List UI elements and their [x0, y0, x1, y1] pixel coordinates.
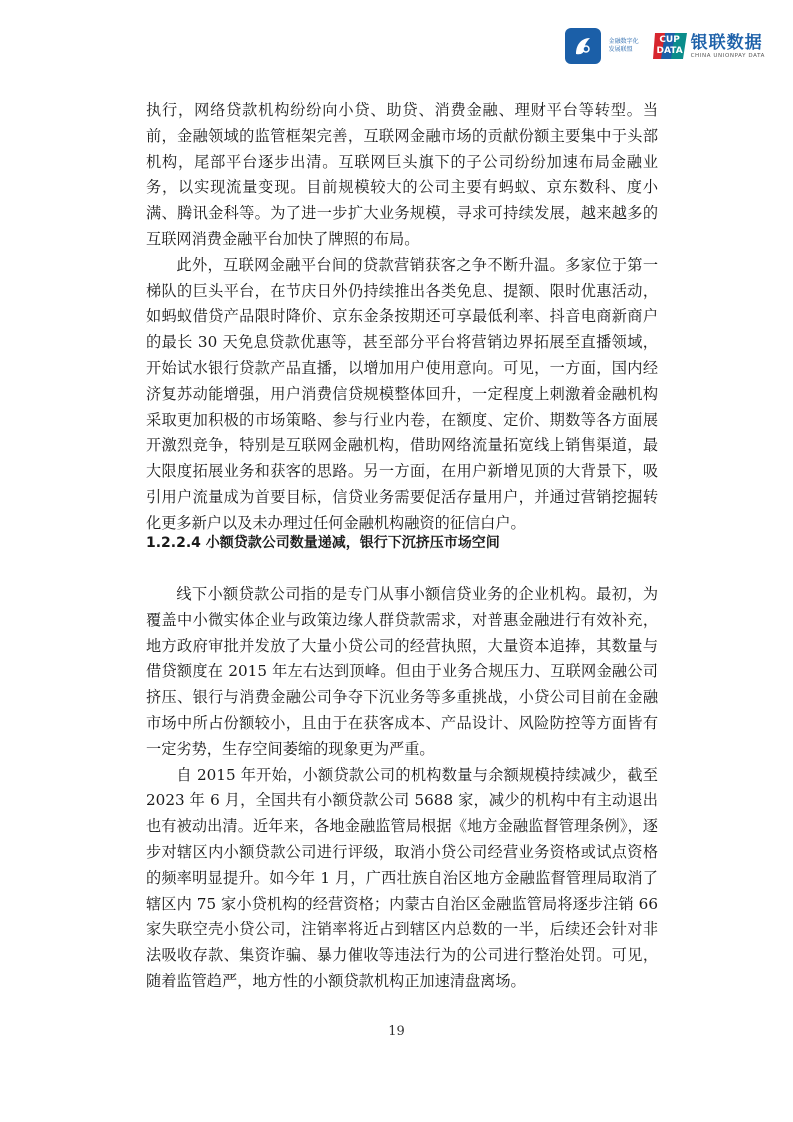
alliance-text-line-1: 金融数字化	[608, 38, 639, 45]
alliance-logo-text	[609, 38, 645, 54]
brand-name-cn: 银联数据	[690, 32, 763, 53]
alliance-logo-icon	[565, 28, 601, 64]
cup-data-icon	[653, 31, 687, 61]
body-top	[146, 98, 658, 537]
alliance-text-line-2: 发展联盟	[608, 46, 633, 53]
paragraph: 线下小额贷款公司指的是专门从事小额信贷业务的企业机构。最初，为覆盖中小微实体企业与政策边缘人群贷款需求，对普惠金融进行有效补充，地方政府审批并发放了大量小贷公司的经营执照，大量资本追捧，其数量与借贷额度在 2015 年左右达到顶峰。但由于业务合规压力、互联网金融公司挤压、银行与消费金融公司争夺下沉业务等多重挑战，小贷公司目前在金融市场中所占份额较小，且由于在获客成本、产品设计、风险防控等方面皆有一定劣势，生存空间萎缩的现象更为严重。	[146, 585, 658, 758]
section-heading: 1.2.2.4 小额贷款公司数量递减，银行下沉挤压市场空间	[146, 535, 500, 551]
cup-data-label: CUP DATA	[656, 35, 683, 56]
brand-block	[691, 33, 765, 60]
paragraph: 此外，互联网金融平台间的贷款营销获客之争不断升温。多家位于第一梯队的巨头平台，在节庆日外仍持续推出各类免息、提额、限时优惠活动，如蚂蚁借贷产品限时降价、京东金条按期还可享最低利率、抖音电商新商户的最长 30 天免息贷款优惠等，甚至部分平台将营销边界拓展至直播领域，开始试水银行贷款产品直播，以增加用户使用意向。可见，一方面，国内经济复苏动能增强，用户消费信贷规模整体回升，一定程度上刺激着金融机构采取更加积极的市场策略、参与行业内卷，在额度、定价、期数等各方面展开激烈竞争，特别是互联网金融机构，借助网络流量拓宽线上销售渠道，最大限度拓展业务和获客的思路。另一方面，在用户新增见顶的大背景下，吸引用户流量成为首要目标，信贷业务需要促活存量用户，并通过营销挖掘转化更多新户以及未办理过任何金融机构融资的征信白户。	[146, 255, 658, 532]
unionpay-data-logo	[653, 31, 765, 61]
body-bottom	[146, 582, 658, 995]
paragraph: 自 2015 年开始，小额贷款公司的机构数量与余额规模持续减少，截至 2023 年 6 月，全国共有小额贷款公司 5688 家，减少的机构中有主动退出也有被动出清。近年来，各地金融监管局根据《地方金融监督管理条例》，逐步对辖区内小额贷款公司进行评级，取消小贷公司经营业务资格或试点资格的频率明显提升。如今年 1 月，广西壮族自治区地方金融监督管理局取消了辖区内 75 家小贷机构的经营资格；内蒙古自治区金融监管局将逐步注销 66 家失联空壳小贷公司，注销率将近占到辖区内总数的一半，后续还会针对非法吸收存款、集资诈骗、暴力催收等违法行为的公司进行整治处罚。可见，随着监管趋严，地方性的小额贷款机构正加速清盘离场。	[146, 765, 658, 990]
page-number: 19	[388, 1024, 405, 1039]
brand-name-en: CHINA UNIONPAY DATA	[690, 52, 765, 59]
header-logos	[565, 28, 765, 64]
paragraph-continuation: 执行，网络贷款机构纷纷向小贷、助贷、消费金融、理财平台等转型。当前，金融领域的监管框架完善，互联网金融市场的贡献份额主要集中于头部机构，尾部平台逐步出清。互联网巨头旗下的子公司纷纷加速布局金融业务，以实现流量变现。目前规模较大的公司主要有蚂蚁、京东数科、度小满、腾讯金科等。为了进一步扩大业务规模，寻求可持续发展，越来越多的互联网消费金融平台加快了牌照的布局。	[146, 101, 658, 248]
alliance-mark-icon	[572, 34, 594, 58]
